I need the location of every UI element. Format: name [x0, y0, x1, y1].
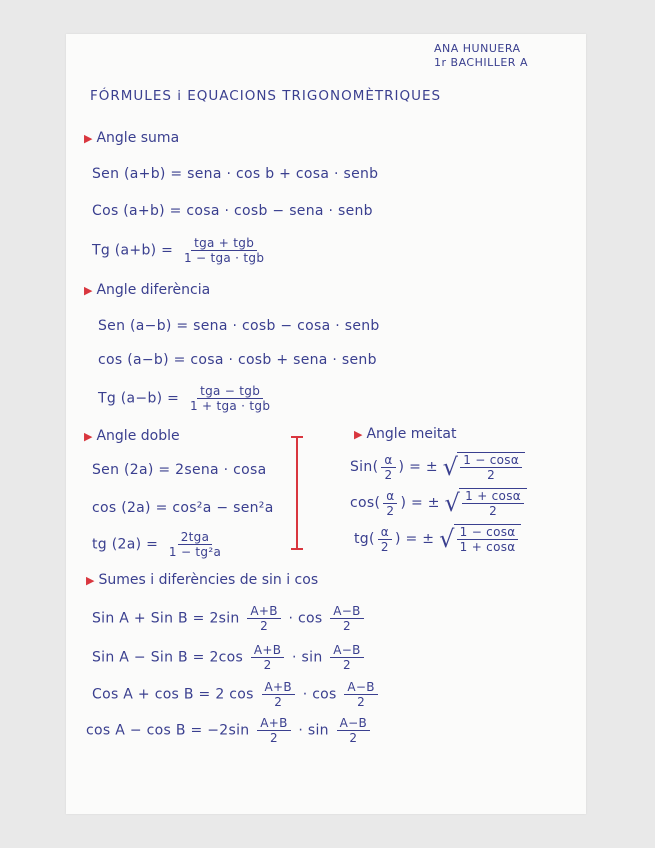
formula-cos-diff: cos (a−b) = cosa · cosb + sena · senb	[98, 352, 377, 368]
formula-tg-half: tg( $\frac{\alpha}{2}$ ) = ± √ $\frac{1 - \cos\alpha}{1 + \cos\alpha}$	[354, 524, 521, 554]
formula-lhs: cos A − cos B = −2sin	[86, 722, 250, 739]
numerator: α	[383, 489, 397, 504]
fraction	[251, 643, 284, 672]
formula-cos-sum: Cos (a+b) = cosa · cosb − sena · senb	[92, 203, 373, 219]
fraction	[460, 453, 522, 482]
fraction	[378, 525, 392, 554]
denominator: 2	[274, 695, 283, 709]
section-label: Sumes i diferències de sin i cos	[98, 572, 319, 588]
denominator: 1 + tga · tgb	[189, 399, 271, 413]
bullet-triangle-icon: ▶	[84, 430, 93, 443]
numerator: A+B	[251, 643, 284, 658]
denominator: 2	[487, 468, 496, 482]
denominator: 2	[357, 695, 366, 709]
section-label: Angle diferència	[96, 282, 211, 298]
formula-sin-diff: Sen (a−b) = sena · cosb − cosa · senb	[98, 318, 380, 334]
fraction	[330, 604, 363, 633]
bullet-triangle-icon: ▶	[354, 428, 363, 441]
fraction	[166, 530, 224, 559]
denominator: 1 − tg²a	[168, 545, 222, 559]
section-heading-sumes	[86, 572, 318, 588]
numerator: A−B	[344, 680, 377, 695]
radical-icon: √	[444, 489, 461, 517]
numerator: A−B	[330, 643, 363, 658]
numerator: A+B	[257, 716, 290, 731]
square-root	[439, 524, 521, 554]
square-root	[445, 488, 527, 518]
section-heading-suma	[84, 130, 179, 146]
denominator: 2	[269, 731, 278, 745]
denominator: 2	[384, 467, 393, 482]
numerator: tga − tgb	[197, 384, 263, 399]
formula-lhs: Cos A + cos B = 2 cos	[92, 686, 254, 703]
section-label: Angle doble	[96, 428, 180, 444]
section-heading-meitat	[354, 426, 456, 442]
numerator: A+B	[247, 604, 280, 619]
denominator: 2	[349, 731, 358, 745]
formula-lhs: Sin A + Sin B = 2sin	[92, 610, 240, 627]
plus-minus: = ±	[410, 495, 440, 511]
fraction	[383, 489, 397, 518]
denominator: 2	[260, 619, 269, 633]
author-block	[434, 42, 528, 70]
fraction	[330, 643, 363, 672]
formula-lhs: Tg (a+b) =	[92, 242, 174, 259]
numerator: A−B	[337, 716, 370, 731]
fraction	[187, 384, 273, 413]
fraction	[457, 525, 519, 554]
section-label: Angle suma	[96, 130, 180, 146]
square-root	[443, 452, 525, 482]
formula-sumes-2	[92, 643, 367, 672]
formula-lhs: Sin	[350, 459, 373, 475]
formula-lhs: Sin A − Sin B = 2cos	[92, 649, 244, 666]
formula-lhs: cos	[350, 495, 375, 511]
plus-minus: = ±	[409, 459, 438, 475]
fraction	[247, 604, 280, 633]
numerator: A+B	[262, 680, 295, 695]
formula-mid: · sin	[292, 649, 323, 666]
fraction	[262, 680, 295, 709]
formula-lhs: tg	[354, 531, 369, 547]
denominator: 1 − tga · tgb	[183, 251, 265, 265]
denominator: 2	[263, 658, 272, 672]
formula-sin-half: Sin( $\frac{\alpha}{2}$ ) = ± √ $\frac{1 - \cos\alpha}{2}$	[350, 452, 525, 482]
formula-mid: · cos	[288, 610, 323, 627]
column-divider	[296, 436, 298, 550]
numerator: A−B	[330, 604, 363, 619]
numerator: 1 + cosα	[462, 489, 524, 504]
formula-tg-diff	[98, 384, 276, 413]
fraction	[344, 680, 377, 709]
radical-icon: √	[442, 453, 459, 481]
formula-sumes-1	[92, 604, 367, 633]
author-class: 1r BACHILLER A	[434, 56, 528, 69]
section-label: Angle meitat	[366, 426, 457, 442]
numerator: α	[381, 453, 395, 468]
bullet-triangle-icon: ▶	[84, 284, 93, 297]
formula-tg-double	[92, 530, 227, 559]
formula-mid: · cos	[302, 686, 337, 703]
page-title: FÓRMULES i EQUACIONS TRIGONOMÈTRIQUES	[90, 88, 442, 104]
formula-lhs: tg (2a) =	[92, 536, 159, 553]
denominator: 2	[343, 658, 351, 672]
fraction	[257, 716, 290, 745]
formula-sumes-4	[86, 716, 373, 745]
numerator: 2tga	[178, 530, 213, 545]
section-heading-doble	[84, 428, 180, 444]
numerator: α	[378, 525, 392, 540]
formula-cos-double: cos (2a) = cos²a − sen²a	[92, 500, 274, 516]
denominator: 2	[380, 539, 389, 554]
formula-sin-double: Sen (2a) = 2sena · cosa	[92, 462, 267, 478]
formula-sin-sum: Sen (a+b) = sena · cos b + cosa · senb	[92, 166, 379, 182]
formula-sumes-3	[92, 680, 381, 709]
author-name: ANA HUNUERA	[434, 42, 521, 55]
denominator: 1 + cosα	[459, 540, 516, 554]
numerator: 1 − cosα	[457, 525, 519, 540]
radical-icon: √	[439, 525, 455, 553]
denominator: 2	[489, 504, 498, 518]
numerator: tga + tgb	[191, 236, 257, 251]
denominator: 2	[343, 619, 351, 633]
denominator: 2	[386, 503, 395, 518]
formula-tg-sum	[92, 236, 270, 265]
fraction	[381, 453, 395, 482]
plus-minus: = ±	[405, 531, 435, 547]
bullet-triangle-icon: ▶	[84, 132, 93, 145]
fraction	[181, 236, 267, 265]
fraction	[337, 716, 370, 745]
numerator: 1 − cosα	[460, 453, 522, 468]
formula-mid: · sin	[298, 722, 329, 739]
formula-lhs: Tg (a−b) =	[98, 390, 180, 407]
formula-cos-half: cos( $\frac{\alpha}{2}$ ) = ± √ $\frac{1 + \cos\alpha}{2}$	[350, 488, 527, 518]
section-heading-diferencia	[84, 282, 210, 298]
fraction	[462, 489, 524, 518]
bullet-triangle-icon: ▶	[86, 574, 95, 587]
